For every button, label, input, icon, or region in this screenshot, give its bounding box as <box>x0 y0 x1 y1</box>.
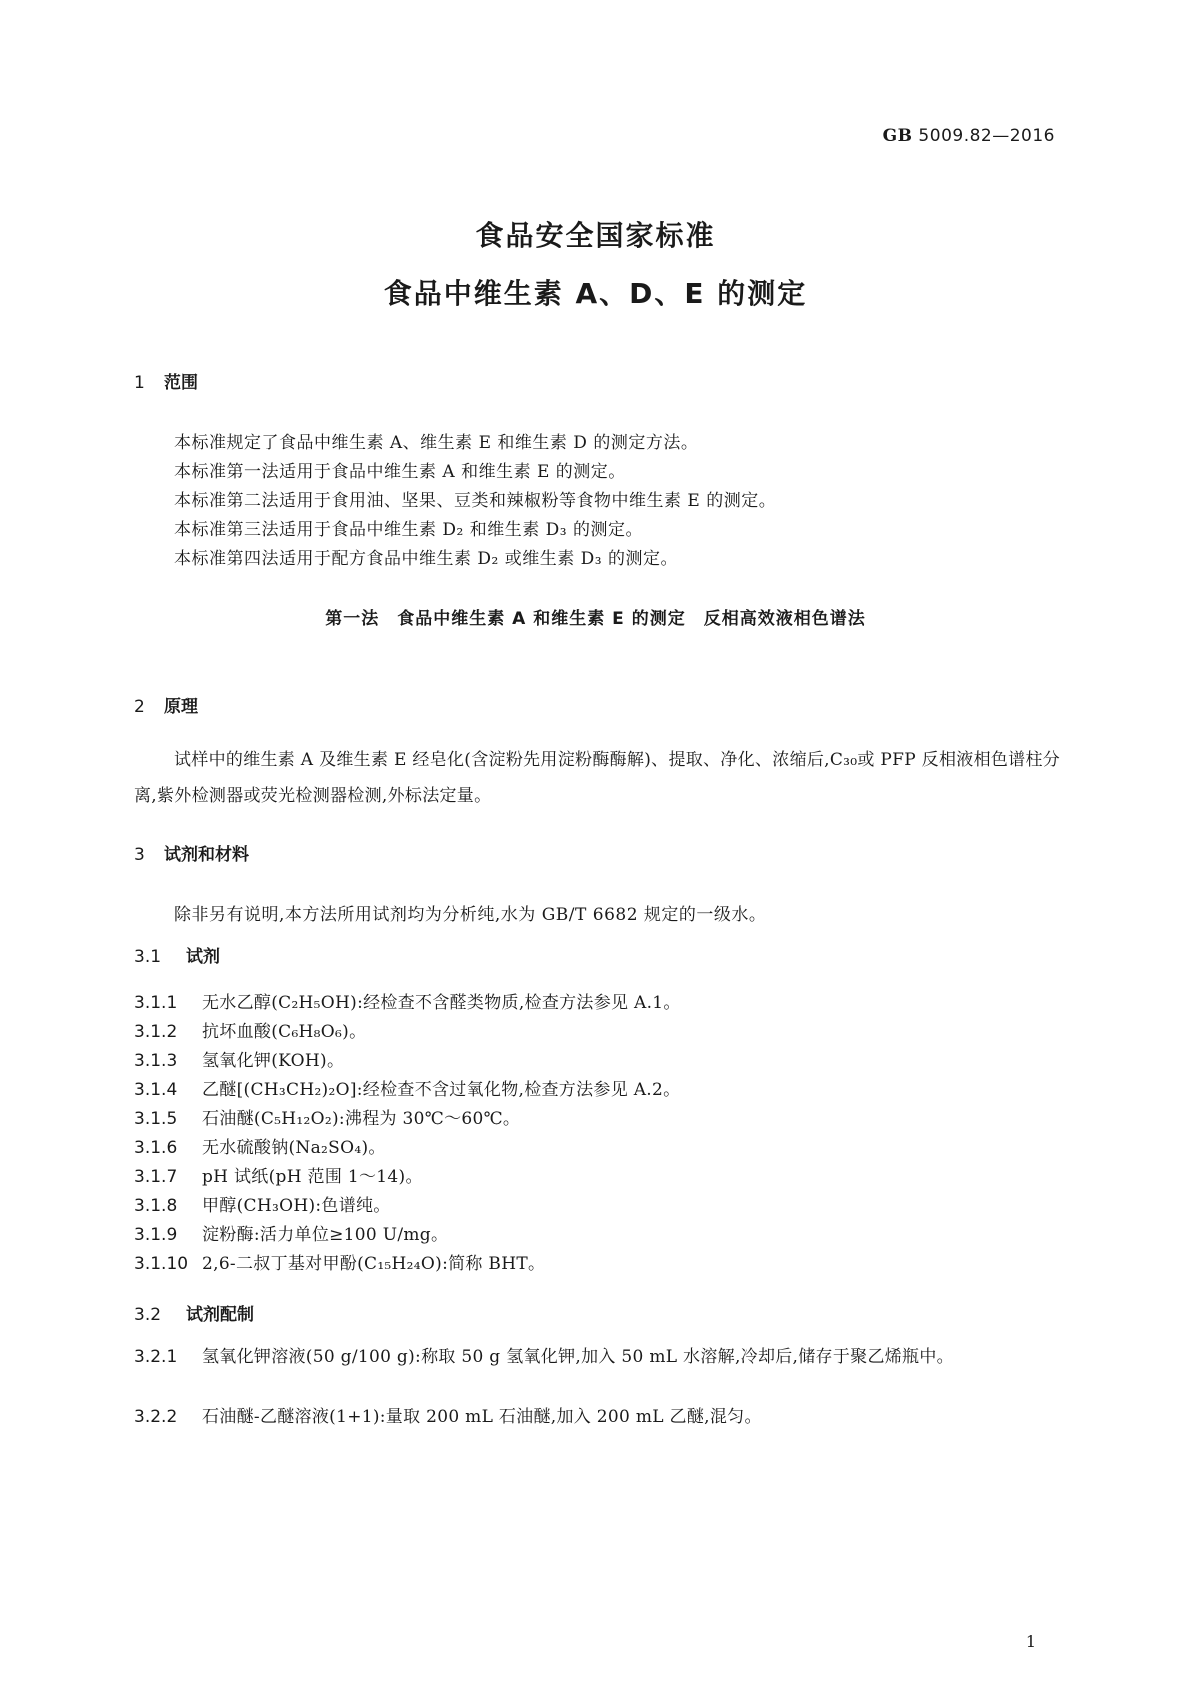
reagent-item: 3.1.7 pH 试纸(pH 范围 1～14)。 <box>134 1167 423 1187</box>
section-number: 1 <box>134 373 145 393</box>
section-number: 3 <box>134 845 145 865</box>
section-number: 2 <box>134 697 145 717</box>
section-title: 范围 <box>164 373 198 393</box>
scope-line: 本标准第四法适用于配方食品中维生素 D₂ 或维生素 D₃ 的测定。 <box>174 549 679 569</box>
standard-code: GB 5009.82—2016 <box>882 126 1055 146</box>
section-heading-principle <box>134 692 198 717</box>
reagent-item: 3.1.5 石油醚(C₅H₁₂O₂):沸程为 30℃～60℃。 <box>134 1109 521 1129</box>
section-heading-reagents <box>134 840 249 865</box>
section-heading-scope <box>134 368 198 393</box>
scope-line: 本标准第二法适用于食用油、坚果、豆类和辣椒粉等食物中维生素 E 的测定。 <box>174 491 777 511</box>
subsection-heading-reagents <box>134 942 220 967</box>
method-title: 第一法 食品中维生素 A 和维生素 E 的测定 反相高效液相色谱法 <box>325 609 866 629</box>
reagent-item: 3.1.1 无水乙醇(C₂H₅OH):经检查不含醛类物质,检查方法参见 A.1。 <box>134 993 681 1013</box>
reagent-item: 3.1.10 2,6-二叔丁基对甲酚(C₁₅H₂₄O):简称 BHT。 <box>134 1254 546 1274</box>
reagent-item: 3.1.9 淀粉酶:活力单位≥100 U/mg。 <box>134 1225 449 1245</box>
reagent-item: 3.1.3 氢氧化钾(KOH)。 <box>134 1051 345 1071</box>
scope-line: 本标准规定了食品中维生素 A、维生素 E 和维生素 D 的测定方法。 <box>174 433 699 453</box>
scope-line: 本标准第一法适用于食品中维生素 A 和维生素 E 的测定。 <box>174 462 626 482</box>
document-title: 食品安全国家标准 <box>475 219 716 252</box>
section-title: 原理 <box>164 697 198 717</box>
reagent-item: 3.1.2 抗坏血酸(C₆H₈O₆)。 <box>134 1022 367 1042</box>
reagent-item: 3.1.6 无水硫酸钠(Na₂SO₄)。 <box>134 1138 386 1158</box>
subsection-number: 3.1 <box>134 947 162 967</box>
subsection-heading-preparation <box>134 1300 254 1325</box>
reagent-item: 3.1.8 甲醇(CH₃OH):色谱纯。 <box>134 1196 391 1216</box>
subsection-title: 试剂配制 <box>186 1305 254 1325</box>
principle-paragraph: 试样中的维生素 A 及维生素 E 经皂化(含淀粉先用淀粉酶酶解)、提取、净化、浓缩后,C₃₀或 PFP 反相液相色谱柱分离,紫外检测器或荧光检测器检测,外标法定量。 <box>134 750 1061 806</box>
reagents-intro: 除非另有说明,本方法所用试剂均为分析纯,水为 GB/T 6682 规定的一级水。 <box>174 905 767 925</box>
document-subtitle: 食品中维生素 A、D、E 的测定 <box>383 277 808 310</box>
section-title: 试剂和材料 <box>164 845 249 865</box>
preparation-item: 3.2.1 氢氧化钾溶液(50 g/100 g):称取 50 g 氢氧化钾,加入 50 mL 水溶解,冷却后,储存于聚乙烯瓶中。 <box>134 1347 954 1367</box>
page-number: 1 <box>1025 1632 1036 1651</box>
reagent-item: 3.1.4 乙醚[(CH₃CH₂)₂O]:经检查不含过氧化物,检查方法参见 A.2。 <box>134 1080 681 1100</box>
preparation-item: 3.2.2 石油醚-乙醚溶液(1+1):量取 200 mL 石油醚,加入 200 mL 乙醚,混匀。 <box>134 1407 762 1427</box>
subsection-title: 试剂 <box>186 947 220 967</box>
subsection-number: 3.2 <box>134 1305 162 1325</box>
scope-line: 本标准第三法适用于食品中维生素 D₂ 和维生素 D₃ 的测定。 <box>174 520 644 540</box>
